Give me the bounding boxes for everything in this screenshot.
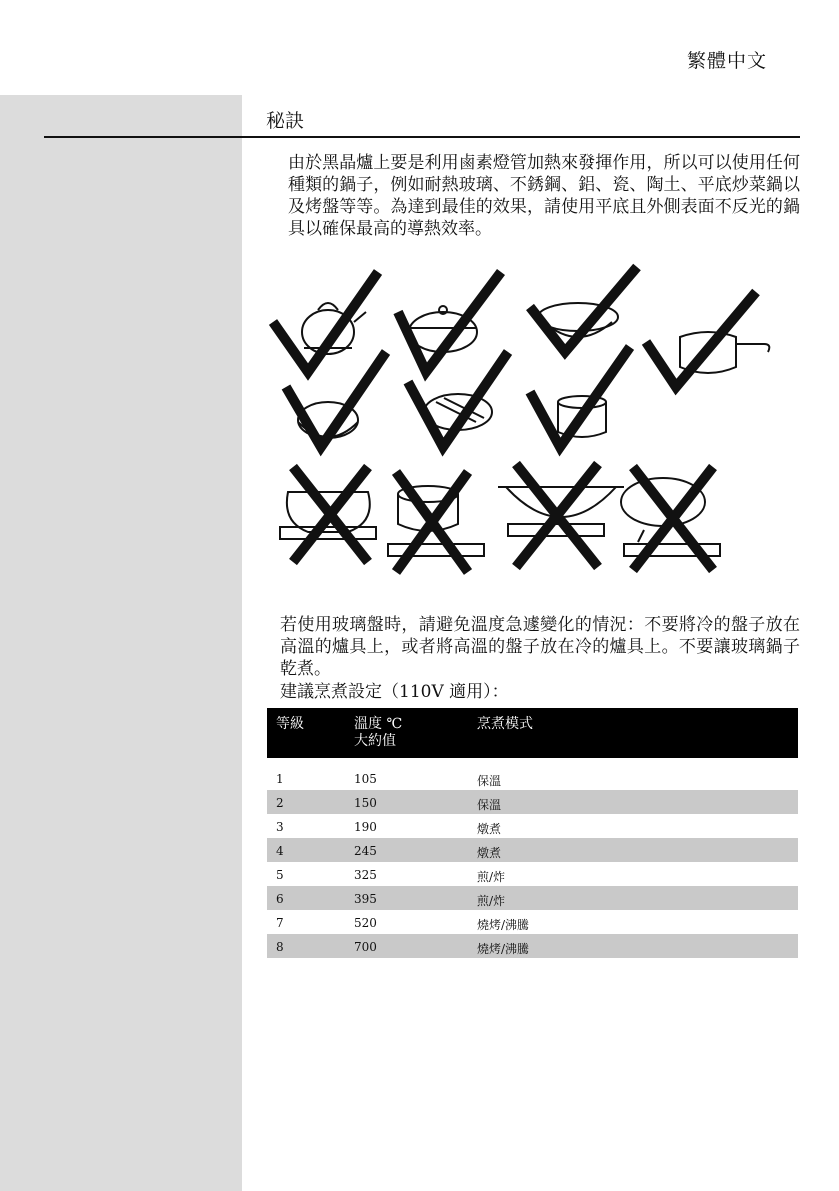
table-row: [267, 934, 798, 958]
cell-temp: 520: [354, 916, 377, 930]
table-row: [267, 790, 798, 814]
cell-mode: 煎/炸: [477, 894, 506, 908]
table-row: [267, 814, 798, 838]
cell-level: 2: [276, 796, 284, 810]
cross-mark-icon: [293, 467, 368, 562]
header-temp-sub: 大約值: [354, 733, 396, 749]
table-row: [267, 862, 798, 886]
cell-level: 4: [276, 844, 284, 858]
cell-mode: 燒烤/沸騰: [477, 942, 530, 956]
cell-level: 3: [276, 820, 284, 834]
table-row: [267, 838, 798, 862]
intro-paragraph: 由於黑晶爐上要是利用鹵素燈管加熱來發揮作用，所以可以使用任何種類的鍋子，例如耐熱玻璃、不銹鋼、鋁、瓷、陶土、平底炒菜鍋以及烤盤等等。為達到最佳的效果，請使用平底且外側表面不反光的鍋具以確保最高的導熱效率。: [288, 153, 800, 239]
sidebar-band: [0, 95, 242, 1191]
cell-mode: 燉煮: [477, 846, 502, 860]
cell-level: 6: [276, 892, 284, 906]
cell-temp: 105: [354, 772, 377, 786]
cross-mark-icon: [633, 467, 713, 570]
cell-level: 8: [276, 940, 284, 954]
cell-temp: 395: [354, 892, 377, 906]
table-intro: 建議烹煮設定（110V 適用）：: [280, 682, 509, 702]
header-temp-label: 溫度 ℃: [354, 716, 403, 732]
cell-mode: 保溫: [477, 774, 502, 788]
cell-temp: 245: [354, 844, 377, 858]
cell-mode: 燉煮: [477, 822, 502, 836]
cookware-figure: [268, 262, 798, 582]
cell-temp: 325: [354, 868, 377, 882]
table-header: [267, 708, 798, 758]
cell-mode: 煎/炸: [477, 870, 506, 884]
glass-warning-paragraph: 若使用玻璃盤時，請避免溫度急遽變化的情況：不要將冷的盤子放在高溫的爐具上，或者將高溫的盤子放在冷的爐具上。不要讓玻璃鍋子乾煮。: [280, 615, 800, 679]
cell-level: 1: [276, 772, 284, 786]
table-row: [267, 766, 798, 790]
table-row: [267, 910, 798, 934]
cell-level: 5: [276, 868, 284, 882]
cross-mark-icon: [516, 464, 598, 567]
cooking-settings-table: [267, 708, 798, 958]
cell-temp: 150: [354, 796, 377, 810]
header-mode: 烹煮模式: [477, 716, 533, 732]
cell-mode: 保溫: [477, 798, 502, 812]
language-label: 繁體中文: [686, 50, 767, 72]
section-divider: [44, 136, 800, 138]
cell-level: 7: [276, 916, 284, 930]
cell-temp: 700: [354, 940, 377, 954]
section-title: 秘訣: [266, 110, 305, 132]
table-row: [267, 886, 798, 910]
check-mark-icon: [273, 272, 378, 372]
cell-mode: 燒烤/沸騰: [477, 918, 530, 932]
cell-temp: 190: [354, 820, 377, 834]
header-temp: [354, 716, 402, 750]
header-level: 等級: [276, 716, 304, 732]
